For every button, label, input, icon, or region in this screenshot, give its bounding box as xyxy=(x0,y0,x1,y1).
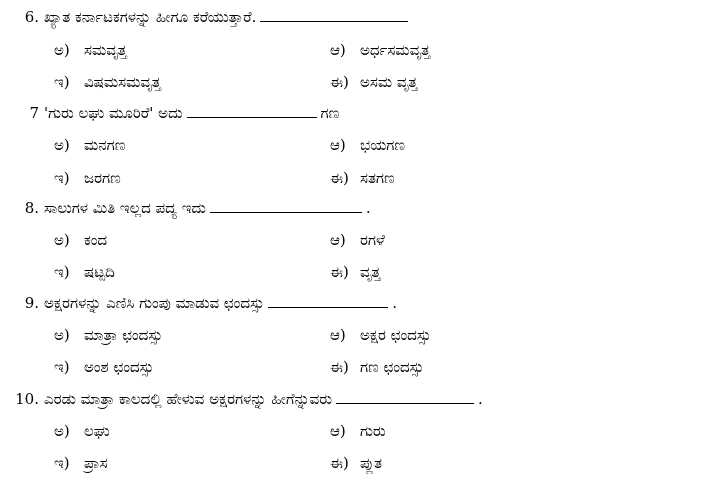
option-a[interactable] xyxy=(54,38,127,62)
option-c[interactable] xyxy=(54,260,115,284)
question-9 xyxy=(0,290,708,316)
question-number: 9. xyxy=(24,294,39,312)
option-a[interactable] xyxy=(54,133,125,157)
option-text: ಮಾತ್ರಾ ಛಂದಸ್ಸು xyxy=(84,326,163,344)
option-marker: ಈ) xyxy=(330,358,349,376)
option-text: ವಿಷಮಸಮವೃತ್ತ xyxy=(84,73,161,91)
question-tail: . xyxy=(478,390,483,408)
question-number: 10. xyxy=(15,390,39,408)
option-marker: ಈ) xyxy=(330,263,349,281)
option-text: ಕಂದ xyxy=(84,231,108,249)
question-text xyxy=(44,100,339,126)
question-tail: . xyxy=(365,199,371,217)
question-7 xyxy=(0,100,708,126)
question-tail: . xyxy=(392,294,397,312)
option-text: ಸಮವೃತ್ತ xyxy=(84,41,127,59)
option-text: ಲಘು xyxy=(84,422,110,440)
option-text: ಅಕ್ಷರ ಛಂದಸ್ಸು xyxy=(360,326,432,344)
question-stem: ಖ್ಯಾತ ಕರ್ನಾಟಕಗಳನ್ನು ಹೀಗೂ ಕರೆಯುತ್ತಾರೆ. xyxy=(44,8,257,26)
option-marker: ಅ) xyxy=(54,422,70,440)
option-text: ಗಣ ಛಂದಸ್ಸು xyxy=(360,358,424,376)
option-text: ಮನಗಣ xyxy=(84,136,126,154)
answer-blank[interactable] xyxy=(268,292,388,308)
option-marker: ಆ) xyxy=(330,136,346,154)
option-text: ಪ್ರಾಸ xyxy=(84,454,108,472)
option-b[interactable] xyxy=(330,228,385,252)
option-text: ಅಂಶ ಛಂದಸ್ಸು xyxy=(84,358,154,376)
answer-blank[interactable] xyxy=(336,388,474,404)
option-text: ಸತಗಣ xyxy=(360,169,395,187)
option-d[interactable] xyxy=(330,260,381,284)
option-d[interactable] xyxy=(330,166,395,190)
option-c[interactable] xyxy=(54,355,154,379)
option-a[interactable] xyxy=(54,419,110,443)
option-text: ಷಟ್ಪದಿ xyxy=(84,263,115,281)
question-tail: ಗಣ xyxy=(320,104,340,122)
option-c[interactable] xyxy=(54,451,108,475)
option-marker: ಇ) xyxy=(54,263,70,281)
question-8 xyxy=(0,195,708,221)
question-stem: ಎರಡು ಮಾತ್ರಾ ಕಾಲದಲ್ಲಿ ಹೇಳುವ ಅಕ್ಷರಗಳನ್ನು ಹೀಗೆನ್ನುವರು xyxy=(44,390,333,408)
question-text xyxy=(44,386,483,412)
option-a[interactable] xyxy=(54,323,163,347)
option-marker: ಇ) xyxy=(54,169,70,187)
option-d[interactable] xyxy=(330,451,382,475)
option-a[interactable] xyxy=(54,228,107,252)
option-marker: ಆ) xyxy=(330,231,346,249)
option-d[interactable] xyxy=(330,355,424,379)
option-text: ಜರಗಣ xyxy=(84,169,121,187)
option-marker: ಅ) xyxy=(54,41,70,59)
option-text: ರಗಳೆ xyxy=(360,231,385,249)
option-text: ಅಸಮ ವೃತ್ತ xyxy=(360,73,418,91)
option-marker: ಆ) xyxy=(330,41,346,59)
option-d[interactable] xyxy=(330,70,418,94)
answer-blank[interactable] xyxy=(210,197,362,213)
option-c[interactable] xyxy=(54,70,161,94)
question-10 xyxy=(0,386,708,412)
option-marker: ಈ) xyxy=(330,454,349,472)
question-stem: 'ಗುರು ಲಘು ಮೂರಿರೆ' ಅದು xyxy=(44,104,183,122)
option-text: ಗುರು xyxy=(360,422,386,440)
option-text: ಭಯಗಣ xyxy=(360,136,406,154)
question-stem: ಅಕ್ಷರಗಳನ್ನು ಎಣಿಸಿ ಗುಂಪು ಮಾಡುವ ಛಂದಸ್ಸು xyxy=(44,294,265,312)
option-marker: ಈ) xyxy=(330,169,349,187)
option-marker: ಅ) xyxy=(54,231,70,249)
option-b[interactable] xyxy=(330,133,405,157)
option-marker: ಅ) xyxy=(54,326,70,344)
question-text xyxy=(44,290,397,316)
option-marker: ಇ) xyxy=(54,358,70,376)
option-marker: ಇ) xyxy=(54,454,70,472)
question-number: 6. xyxy=(24,8,39,26)
question-6 xyxy=(0,4,708,30)
question-stem: ಸಾಲುಗಳ ಮಿತಿ ಇಲ್ಲದ ಪದ್ಯ ಇದು xyxy=(44,199,206,217)
question-number: 7 xyxy=(29,104,39,122)
option-marker: ಈ) xyxy=(330,73,349,91)
option-c[interactable] xyxy=(54,166,121,190)
question-text xyxy=(44,4,412,30)
option-marker: ಅ) xyxy=(54,136,70,154)
question-number: 8. xyxy=(24,199,39,217)
answer-blank[interactable] xyxy=(260,6,408,22)
option-marker: ಆ) xyxy=(330,326,346,344)
option-b[interactable] xyxy=(330,419,386,443)
option-text: ವೃತ್ತ xyxy=(360,263,381,281)
option-text: ಪ್ಲುತ xyxy=(360,454,382,472)
option-b[interactable] xyxy=(330,38,430,62)
answer-blank[interactable] xyxy=(187,102,317,118)
option-marker: ಆ) xyxy=(330,422,346,440)
option-b[interactable] xyxy=(330,323,431,347)
option-marker: ಇ) xyxy=(54,73,70,91)
question-text xyxy=(44,195,371,221)
option-text: ಅರ್ಧಸಮವೃತ್ತ xyxy=(360,41,431,59)
